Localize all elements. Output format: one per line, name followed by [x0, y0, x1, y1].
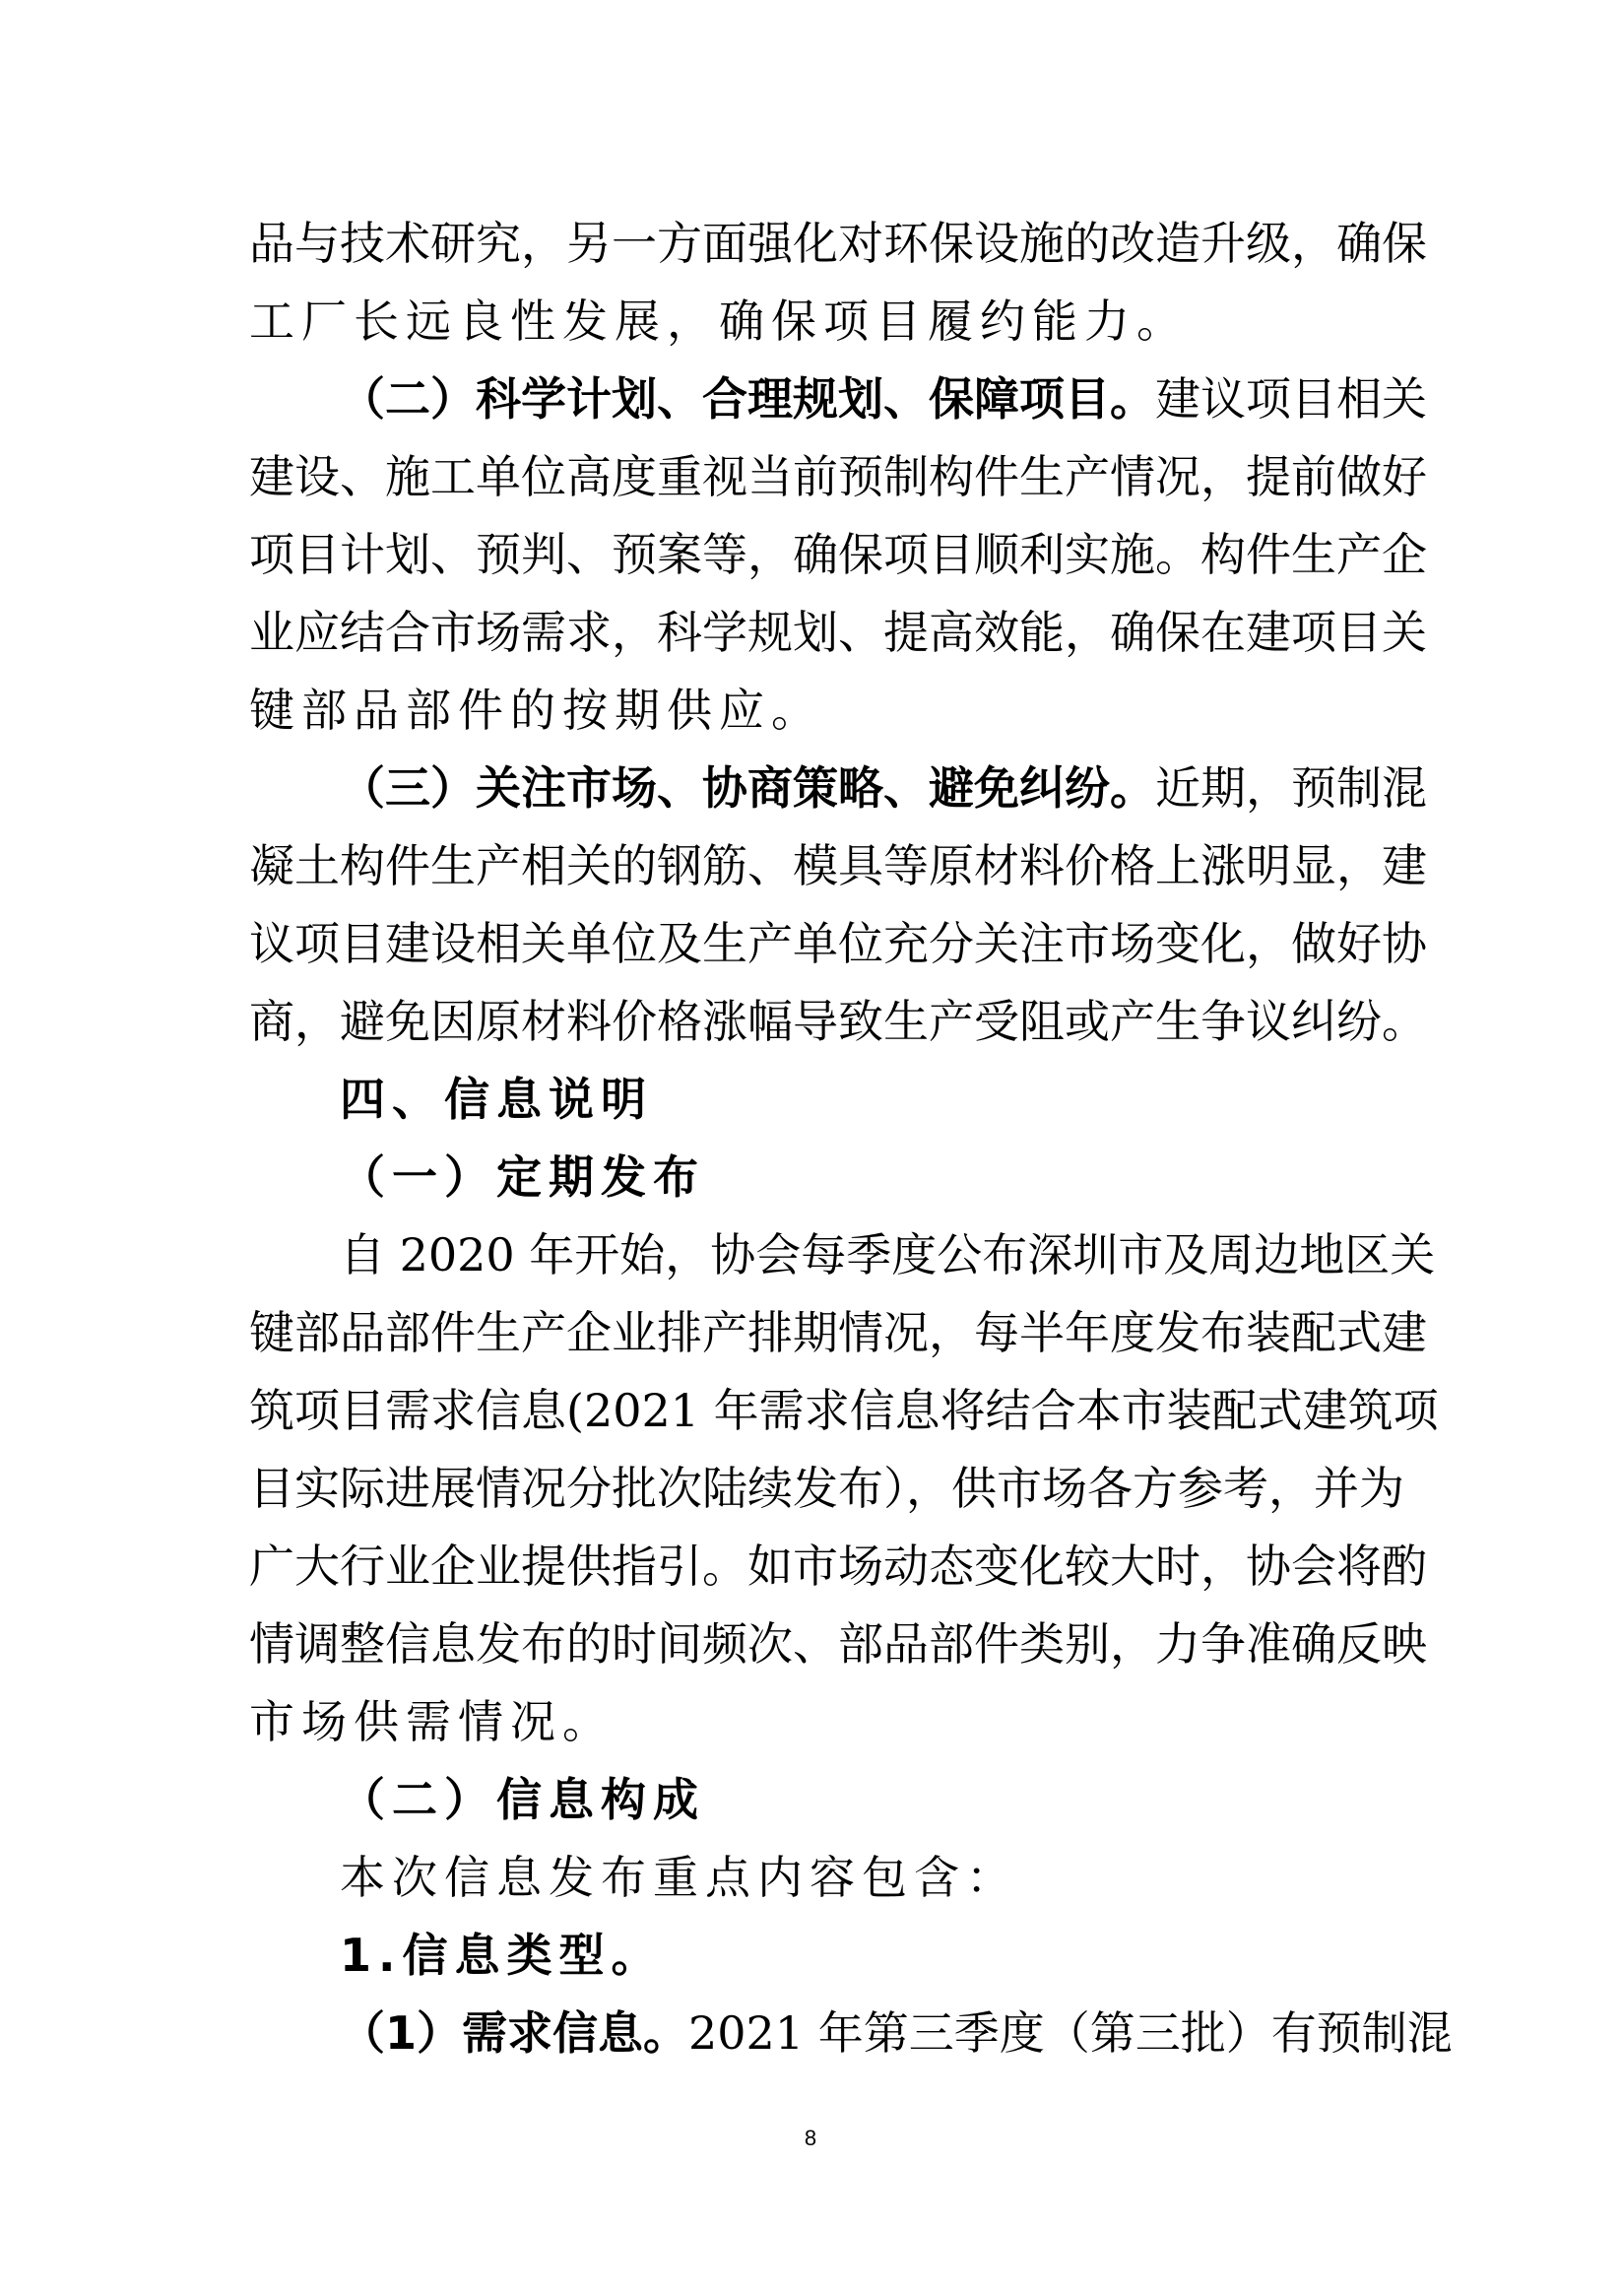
body-line: 凝土构件生产相关的钢筋、模具等原材料价格上涨明显，建	[249, 839, 1427, 892]
section-3-first-rest: 近期，预制混	[1155, 761, 1427, 815]
part-4-heading: 四、信息说明	[340, 1073, 653, 1126]
page-number: 8	[804, 2126, 817, 2150]
body-line: 本次信息发布重点内容包含：	[340, 1851, 1018, 1904]
section-3-first-line	[340, 761, 1427, 815]
item-1-1-line	[340, 2006, 1453, 2060]
body-line: 情调整信息发布的时间频次、部品部件类别，力争准确反映	[249, 1617, 1427, 1671]
item-1-heading: 1.信息类型。	[340, 1929, 664, 1982]
sub-heading-2: （二）信息构成	[340, 1773, 705, 1826]
body-line: 自 2020 年开始，协会每季度公布深圳市及周边地区关	[340, 1228, 1436, 1281]
body-line: 项目计划、预判、预案等，确保项目顺利实施。构件生产企	[249, 528, 1427, 581]
section-3-heading: （三）关注市场、协商策略、避免纠纷。	[340, 761, 1155, 815]
body-line: 键部品部件的按期供应。	[249, 684, 823, 737]
body-line: 键部品部件生产企业排产排期情况，每半年度发布装配式建	[249, 1306, 1427, 1359]
body-line: 广大行业企业提供指引。如市场动态变化较大时，协会将酌	[249, 1540, 1427, 1593]
body-line: 议项目建设相关单位及生产单位充分关注市场变化，做好协	[249, 917, 1427, 970]
section-2-heading: （二）科学计划、合理规划、保障项目。	[340, 372, 1155, 426]
sub-heading-1: （一）定期发布	[340, 1150, 705, 1204]
section-2-first-line	[340, 372, 1427, 426]
body-line: 商，避免因原材料价格涨幅导致生产受阻或产生争议纠纷。	[249, 995, 1427, 1048]
section-2-first-rest: 建议项目相关	[1155, 372, 1427, 426]
body-line: 建设、施工单位高度重视当前预制构件生产情况，提前做好	[249, 450, 1427, 503]
body-line: 品与技术研究，另一方面强化对环保设施的改造升级，确保	[249, 217, 1427, 270]
body-line: 目实际进展情况分批次陆续发布），供市场各方参考，并为	[249, 1462, 1404, 1515]
body-line: 筑项目需求信息(2021 年需求信息将结合本市装配式建筑项	[249, 1384, 1439, 1437]
body-line: 工厂长远良性发展，确保项目履约能力。	[249, 295, 1189, 348]
item-1-1-heading: （1）需求信息。	[340, 2006, 689, 2060]
body-line: 业应结合市场需求，科学规划、提高效能，确保在建项目关	[249, 606, 1427, 659]
body-line: 市场供需情况。	[249, 1695, 615, 1748]
item-1-1-rest: 2021 年第三季度（第三批）有预制混	[688, 2006, 1453, 2060]
